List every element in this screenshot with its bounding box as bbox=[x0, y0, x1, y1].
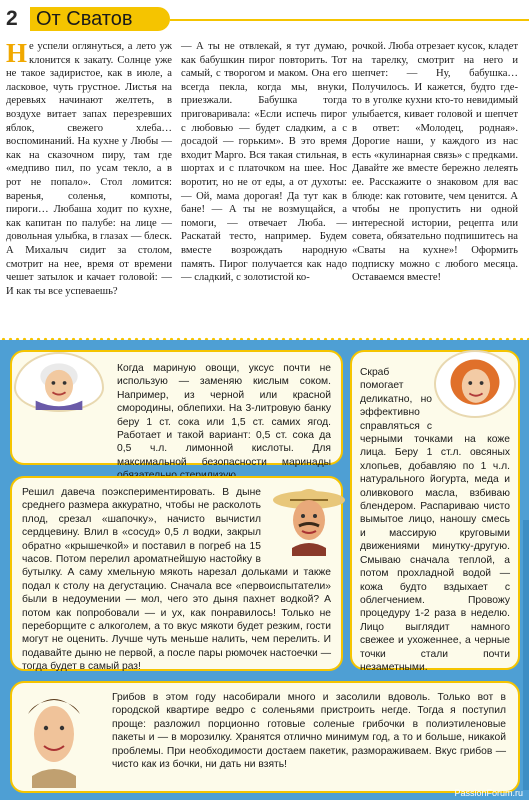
tip-text-scrub: Скраб помогает деликатно, но эффективно справляться с черными точками на коже лица. Беру 1 ст.л. овсяных хлопьев, добавляю по 1 ч.л. натурального йогурта, меда и оливкового масла, взбиваю блендером. Распариваю чисто вымытое лицо, наношу смесь и массирую круговыми движениями минутку-другую. Смываю сначала теплой, а потом прохладной водой — кожа будто вздыхает с облегчением. Провожу процедуру 1-2 раза в неделю. Лицо выглядит намного свежее и ухоженнее, а черные точки стали почти незаметными. bbox=[360, 367, 510, 673]
section-title: От Сватов bbox=[30, 7, 170, 31]
intro-article bbox=[6, 40, 523, 340]
tip-text-marinade: Когда мариную овощи, уксус почти не использую — заменяю кислым соком. Например, из черной или красной смородины, облепихи. На 3-литровую банку беру 1 ст. сока или 1,5 ст. самих ягод. Работает и такой вариант: 0,5 ст. сока да 0,5 ч.л. лимонной кислоты. Для максимальной безопасности маринады bbox=[117, 363, 331, 468]
drop-cap: Н bbox=[6, 38, 28, 68]
tip-text-melon: Решил давеча поэкспериментировать. В дыне среднего размера аккуратно, чтобы не расколоть плод, срезал «шапочку», начисто вычистил сердцевину. Влил в «сосуд» 0,5 л водки, закрыл обратно «крышечкой» и поставил в погреб на 15 часов. Потом перелил ароматнейшую настойку в бутылку. А саму хмельную мякоть нарезал дольками и также подал к столу на дегустацию. Сначала все «первоиспытатели» были в недоумении — мол, чего это дыня пахнет водкой? А потом как попробовали — и ух, как понравилось! Только не переборщите с алкоголем, а то вкус мякоти будет резким, гости могут не оценить. Лучше чуть меньше налить, чем перелить. И подавайте дыню не первой, а после пары рюмочек настоечки — тогда будет в самый раз! bbox=[22, 487, 331, 673]
avatar-man-hat-icon bbox=[270, 478, 348, 556]
avatar-woman-icon bbox=[434, 350, 516, 418]
avatar-grandma-icon bbox=[14, 352, 104, 412]
intro-column-1-text: е успели оглянуться, а лето уж клонится к закату. Солнце уже не такое задиристое, как в июле, а ласковое, чуть грустное. Листья на деревьях начинают желтеть, в воздухе витает запах перезревших яблок, свежего хлеба… воспоминаний. На кухне у Любы — как на сказочном пиру, там где «медпиво пил, по усам текло, а в рот не попало». Стол ломится: варенья, соленья, компоты, пироги… Любаша ходит по кухне, как капитан по палубе: на лице — довольная улыбка, в глазах — блеск. А Михалыч сидит за столом, смотрит на нее, время от времени чешет затылок и качает головой: — И как ты все успеваешь? bbox=[6, 41, 172, 297]
intro-column-1 bbox=[6, 40, 172, 298]
header-rule bbox=[170, 19, 529, 21]
side-strip bbox=[523, 520, 529, 790]
page-number: 2 bbox=[6, 7, 18, 30]
footer-site[interactable]: PassionForum.ru bbox=[454, 788, 523, 798]
intro-column-3: рочкой. Люба отрезает кусок, кладет на тарелку, смотрит на него и шепчет: — Ну, бабушка… Получилось. И кажется, будто где-то в уголке кухни кто-то невидимый улыбается, кивает головой и шепчет в ответ: «Молодец, родная». Дорогие наши, у каждого из нас есть «кулинарная связь» с предками. Давайте же вместе бережно лелеять ее. Расскажите о знаковом для вас блюде: как готовите, чем ценится. А чтобы не пропустить ни одной интересной истории, рецепта или совета, обязательно подпишитесь на «Сваты на кухне»! Оформить подписку можно с любого месяца. Оставаемся вместе! bbox=[352, 41, 518, 284]
tip-text-mushrooms: Грибов в этом году насобирали много и засолили вдоволь. Только вот в городской квартире ведро с соленьями пристроить негде. Тогда я поступил проще: разложил порционно готовые соленые грибочки в полиэтиленовые пакеты и — в морозилку. Хранятся отлично минимум год, а то и больше, никакой проблемы. При необходимости достаем пакетик, размораживаем. Вкус грибов — чисто как из бочки, ни дать ни взять! bbox=[112, 692, 506, 771]
intro-column-2: — А ты не отвлекай, я тут думаю, как бабушкин пирог повторить. Тот самый, с творогом и маком. Она его всегда пекла, когда мы, внуки, приезжали. Бабушка тогда приговаривала: «Если испечь пирог с любовью — будет сладким, а с досадой — горьким». В это время входит Марго. Вся такая стильная, в шортах и с платочком на шее. Нос воротит, но не от еды, а от духоты: — Ой, мама дорогая! Да тут как в бане! — А ты не возмущайся, а помоги, — отвечает Люба. — Раскатай тесто, например. Будем вместе возрождать народную память. Пирог получается как надо — сладкий, с золотистой ко- bbox=[181, 41, 347, 284]
page-header bbox=[0, 0, 529, 34]
avatar-young-man-icon bbox=[14, 684, 94, 788]
